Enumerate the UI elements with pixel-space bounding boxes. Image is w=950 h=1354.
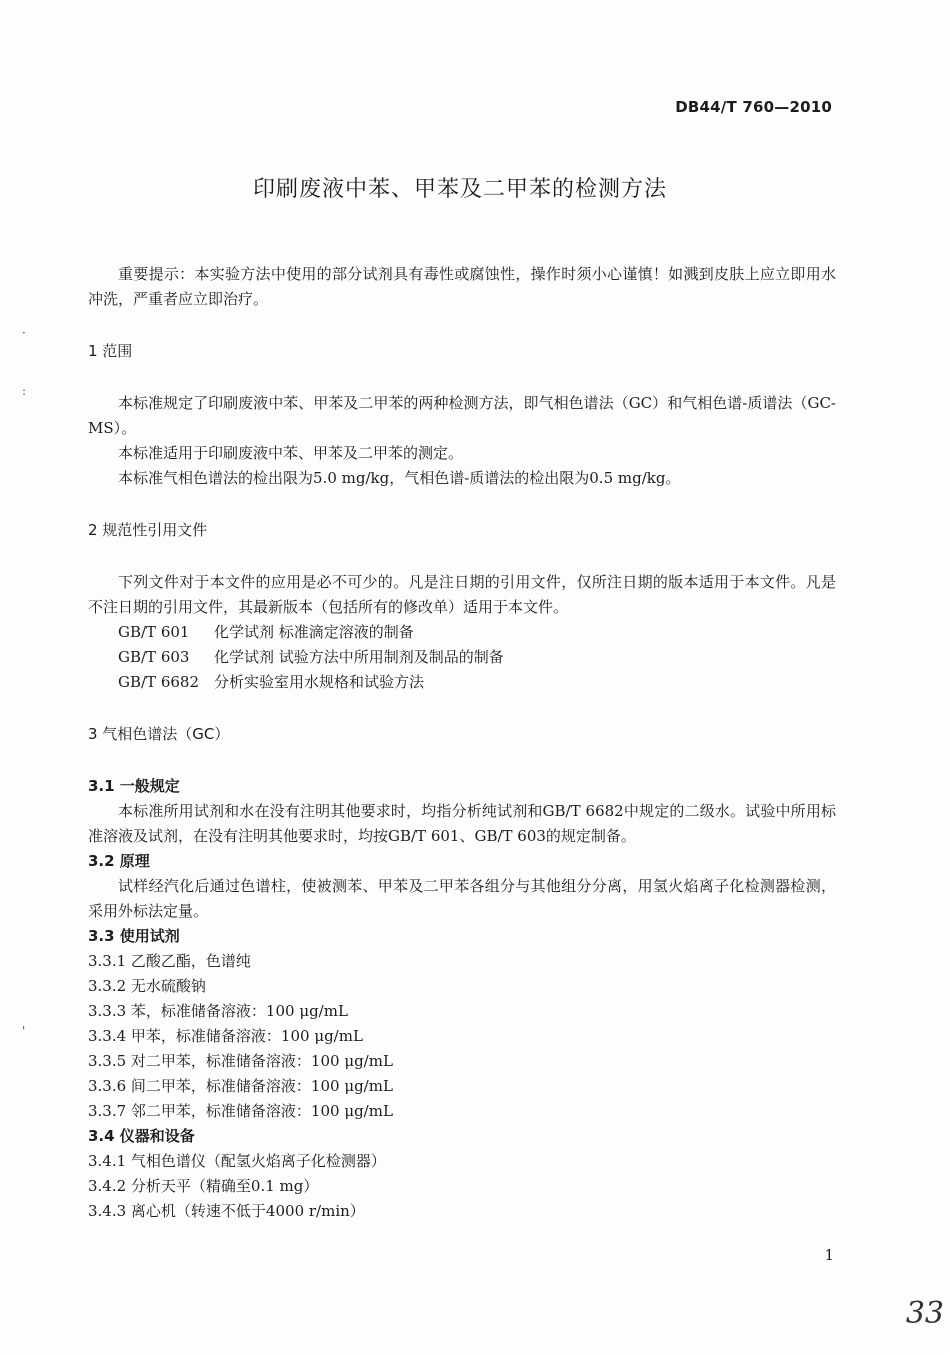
scan-speck: · <box>22 326 26 340</box>
section-heading-scope: 1 范围 <box>88 342 133 360</box>
reference-title: 化学试剂 试验方法中所用制剂及制品的制备 <box>214 648 504 666</box>
subsection-heading: 3.2 原理 <box>88 852 150 870</box>
reference-code: GB/T 6682 <box>118 673 200 691</box>
subsection-heading: 3.1 一般规定 <box>88 777 180 795</box>
equipment-item: 3.4.3 离心机（转速不低于4000 r/min） <box>88 1202 365 1220</box>
reagent-item: 3.3.7 邻二甲苯，标准储备溶液：100 μg/mL <box>88 1102 393 1120</box>
scope-paragraph: 本标准适用于印刷废液中苯、甲苯及二甲苯的测定。 <box>118 444 464 462</box>
reagent-item: 3.3.4 甲苯，标准储备溶液：100 μg/mL <box>88 1027 363 1045</box>
document-body <box>88 262 836 1224</box>
page-number: 1 <box>824 1246 834 1264</box>
section-heading-references: 2 规范性引用文件 <box>88 521 208 539</box>
reagent-item: 3.3.6 间二甲苯，标准储备溶液：100 μg/mL <box>88 1077 393 1095</box>
references-intro: 下列文件对于本文件的应用是必不可少的。凡是注日期的引用文件，仅所注日期的版本适用于本文件。凡是不注日期的引用文件，其最新版本（包括所有的修改单）适用于本文件。 <box>88 573 836 616</box>
reference-title: 分析实验室用水规格和试验方法 <box>214 673 425 691</box>
reference-row <box>88 620 836 645</box>
subsection-heading: 3.3 使用试剂 <box>88 927 180 945</box>
reference-code: GB/T 601 <box>118 623 190 641</box>
reagent-item: 3.3.3 苯，标准储备溶液：100 μg/mL <box>88 1002 348 1020</box>
scan-speck: ' <box>22 1024 26 1038</box>
reference-title: 化学试剂 标准滴定溶液的制备 <box>214 623 414 641</box>
safety-notice: 重要提示：本实验方法中使用的部分试剂具有毒性或腐蚀性，操作时须小心谨慎！如溅到皮肤上应立即用水冲洗，严重者应立即治疗。 <box>88 265 836 308</box>
principle-text: 试样经汽化后通过色谱柱，使被测苯、甲苯及二甲苯各组分与其他组分分离，用氢火焰离子化检测器检测，采用外标法定量。 <box>88 877 836 920</box>
scope-paragraph: 本标准规定了印刷废液中苯、甲苯及二甲苯的两种检测方法，即气相色谱法（GC）和气相色谱-质谱法（GC-MS）。 <box>88 394 836 437</box>
equipment-item: 3.4.1 气相色谱仪（配氢火焰离子化检测器） <box>88 1152 386 1170</box>
document-title: 印刷废液中苯、甲苯及二甲苯的检测方法 <box>252 177 667 202</box>
reagent-item: 3.3.2 无水硫酸钠 <box>88 977 206 995</box>
reference-row <box>88 670 836 695</box>
reagent-item: 3.3.1 乙酸乙酯，色谱纯 <box>88 952 251 970</box>
reference-code: GB/T 603 <box>118 648 190 666</box>
scope-paragraph: 本标准气相色谱法的检出限为5.0 mg/kg，气相色谱-质谱法的检出限为0.5 mg/kg。 <box>118 469 681 487</box>
handwritten-page-mark: 33 <box>905 1296 944 1331</box>
subsection-heading: 3.4 仪器和设备 <box>88 1127 195 1145</box>
reference-row <box>88 645 836 670</box>
reagent-item: 3.3.5 对二甲苯，标准储备溶液：100 μg/mL <box>88 1052 393 1070</box>
scan-speck: : <box>22 384 27 398</box>
equipment-item: 3.4.2 分析天平（精确至0.1 mg） <box>88 1177 319 1195</box>
section-heading-gc: 3 气相色谱法（GC） <box>88 725 230 743</box>
general-provisions-text: 本标准所用试剂和水在没有注明其他要求时，均指分析纯试剂和GB/T 6682中规定的二级水。试验中所用标准溶液及试剂，在没有注明其他要求时，均按GB/T 601、GB/T 603的规定制备。 <box>88 802 836 845</box>
standard-code: DB44/T 760—2010 <box>675 98 832 116</box>
